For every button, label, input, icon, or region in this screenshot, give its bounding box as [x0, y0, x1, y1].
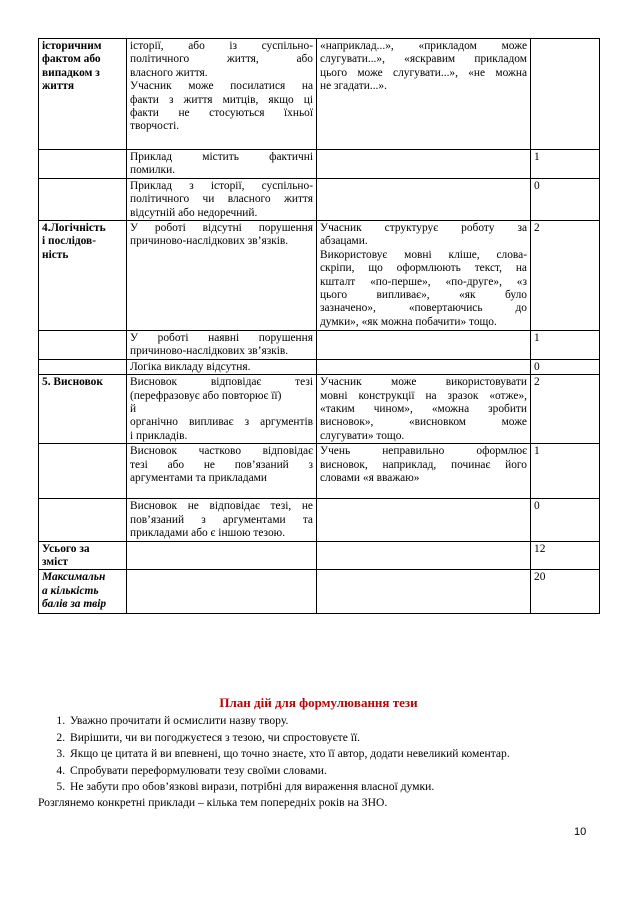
criterion-cell	[39, 331, 127, 360]
note-cell	[317, 499, 531, 541]
note-cell	[317, 570, 531, 614]
score-cell: 1	[531, 444, 600, 499]
rubric-row	[39, 444, 600, 499]
note-line: Використовує мовні кліше, слова-	[320, 248, 527, 261]
description-line: причиново-наслідкових зв’язків.	[130, 345, 289, 358]
score-cell: 0	[531, 178, 600, 220]
description-line: аргументами та прикладами	[130, 472, 267, 485]
criterion-cell	[39, 444, 127, 499]
plan-step: 4. Спробувати переформулювати тезу своїми словами.	[68, 763, 599, 779]
plan-step: 3. Якщо це цитата й ви впевнені, що точно знаєте, хто її автор, додати невеликий коментар.	[68, 746, 599, 762]
rubric-body	[39, 39, 600, 614]
note-line: висновок», «висновком може	[320, 416, 527, 429]
description-line: факти не стосуються їхньої	[130, 107, 313, 120]
note-line: словами «я вважаю»	[320, 472, 420, 485]
note-line: думки», «як можна побачити» тощо.	[320, 315, 497, 328]
description-line: помилки.	[130, 164, 176, 177]
score-cell: 2	[531, 375, 600, 444]
score-cell: 1	[531, 150, 600, 179]
plan-step: 2. Вирішити, чи ви погоджуєтеся з тезою, чи спростовуєте її.	[68, 730, 599, 746]
description-line: Приклад містить фактичні	[130, 151, 313, 163]
criterion-line: ність	[42, 248, 69, 261]
description-line: творчості.	[130, 120, 180, 133]
description-cell	[127, 150, 317, 179]
rubric-row	[39, 375, 600, 444]
criterion-cell	[39, 541, 127, 570]
note-line: не згадати...».	[320, 80, 387, 93]
criterion-cell	[39, 570, 127, 614]
criterion-cell	[39, 150, 127, 179]
note-line: Учасник структурує роботу за	[320, 222, 527, 235]
description-line: пов’язаний з аргументами та	[130, 513, 313, 526]
criterion-line: зміст	[42, 555, 68, 568]
note-line: цього випливає», «як було	[320, 289, 527, 302]
criterion-cell	[39, 221, 127, 331]
rubric-row	[39, 221, 600, 331]
rubric-row	[39, 541, 600, 570]
note-cell	[317, 150, 531, 179]
note-cell	[317, 541, 531, 570]
note-cell	[317, 444, 531, 499]
score-cell	[531, 39, 600, 150]
plan-title: План дій для формулювання тези	[219, 695, 418, 710]
description-cell	[127, 359, 317, 374]
description-line: Висновок не відповідає тезі, не	[130, 500, 313, 513]
description-line: Висновок частково відповідає	[130, 445, 313, 458]
note-line: Учасник може використовувати	[320, 376, 527, 389]
plan-step: 5. Не забути про обов’язкові вирази, потрібні для вираження власної думки.	[68, 779, 599, 795]
description-cell	[127, 541, 317, 570]
description-line: факти з життя митців, якщо ці	[130, 93, 313, 106]
criterion-cell	[39, 39, 127, 150]
description-line: У роботі відсутні порушення	[130, 222, 313, 235]
description-line: причиново-наслідкових зв’язків.	[130, 235, 289, 248]
page-number: 10	[574, 826, 587, 838]
description-cell	[127, 39, 317, 150]
description-line: Логіка викладу відсутня.	[130, 360, 251, 373]
plan-steps-list	[38, 713, 599, 795]
note-line: Учень неправильно оформлює	[320, 445, 527, 458]
description-line: історії, або із суспільно-	[130, 40, 313, 52]
rubric-row	[39, 499, 600, 541]
description-line: відсутній або недоречний.	[130, 206, 258, 219]
criterion-line: і послідов-	[42, 235, 96, 248]
note-cell	[317, 221, 531, 331]
description-line: політичного чи власного життя	[130, 193, 313, 206]
score-cell: 1	[531, 331, 600, 360]
note-line: цього може слугувати...», «не можна	[320, 66, 527, 79]
assessment-rubric-table	[38, 38, 600, 614]
description-line: Приклад з історії, суспільно-	[130, 179, 313, 192]
description-line: Учасник може посилатися на	[130, 80, 313, 93]
description-cell	[127, 375, 317, 444]
rubric-row	[39, 331, 600, 360]
rubric-row	[39, 359, 600, 374]
criterion-line: а кількість	[42, 584, 99, 597]
criterion-cell	[39, 499, 127, 541]
description-line: органічно випливає з аргументів	[130, 416, 313, 429]
note-cell	[317, 39, 531, 150]
description-line: й	[130, 403, 137, 416]
criterion-line: Усього за	[42, 542, 90, 555]
plan-step: 1. Уважно прочитати й осмислити назву твору.	[68, 713, 599, 729]
note-line: слугувати...», «яскравим прикладом	[320, 53, 527, 66]
note-cell	[317, 359, 531, 374]
description-cell	[127, 221, 317, 331]
note-line: висновок, наприклад, починає його	[320, 458, 527, 471]
description-line: тезі або не пов’язаний з	[130, 458, 313, 471]
note-line: абзацами.	[320, 235, 368, 248]
criterion-line: балів за твір	[42, 598, 107, 611]
thesis-plan-section	[38, 695, 599, 812]
note-line: «наприклад...», «прикладом може	[320, 40, 527, 52]
note-line: зазначено», «повертаючись до	[320, 302, 527, 315]
score-cell: 20	[531, 570, 600, 614]
score-cell: 0	[531, 499, 600, 541]
criterion-line: 4.Логічність	[42, 222, 106, 235]
description-line: і прикладів.	[130, 429, 188, 442]
description-cell	[127, 570, 317, 614]
description-cell	[127, 499, 317, 541]
note-cell	[317, 375, 531, 444]
criterion-cell	[39, 178, 127, 220]
description-line: політичного життя, або	[130, 53, 313, 66]
description-line: У роботі наявні порушення	[130, 332, 313, 345]
score-cell: 12	[531, 541, 600, 570]
rubric-row	[39, 178, 600, 220]
plan-outro: Розглянемо конкретні приклади – кілька тем попередніх років на ЗНО.	[38, 796, 388, 810]
score-cell: 2	[531, 221, 600, 331]
description-line: власного життя.	[130, 66, 208, 79]
criterion-text: історичним фактом або випадком з життя	[42, 40, 102, 93]
description-cell	[127, 444, 317, 499]
criterion-cell	[39, 359, 127, 374]
note-line: скріпи, що оформлюють текст, на	[320, 262, 527, 275]
note-line: кшталт «по-перше», «по-друге», «з	[320, 275, 527, 288]
criterion-line: 5. Висновок	[42, 376, 103, 389]
rubric-row	[39, 570, 600, 614]
note-line: «таким чином», «можна зробити	[320, 403, 527, 416]
description-line: прикладами або є іншою тезою.	[130, 527, 286, 540]
rubric-row	[39, 150, 600, 179]
rubric-row	[39, 39, 600, 150]
description-cell	[127, 178, 317, 220]
criterion-line: Максимальн	[42, 571, 106, 584]
description-line: (перефразовує або повторює її)	[130, 389, 282, 402]
note-cell	[317, 178, 531, 220]
score-cell: 0	[531, 359, 600, 374]
note-line: слугувати» тощо.	[320, 429, 405, 442]
note-cell	[317, 331, 531, 360]
note-line: мовні конструкції на зразок «отже»,	[320, 389, 527, 402]
criterion-cell	[39, 375, 127, 444]
description-cell	[127, 331, 317, 360]
description-line: Висновок відповідає тезі	[130, 376, 313, 389]
